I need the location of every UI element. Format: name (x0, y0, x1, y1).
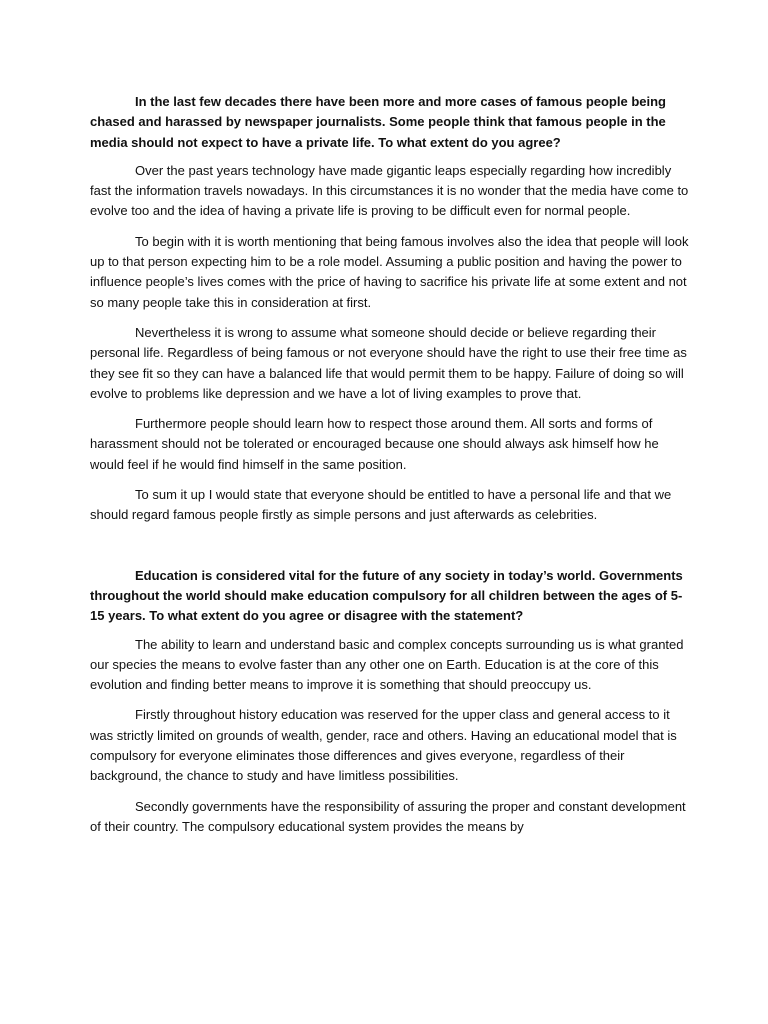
essay-1-paragraph-5: To sum it up I would state that everyone should be entitled to have a personal life and that we should regard famous people firstly as simple persons and just afterwards as celebrities. (90, 487, 672, 523)
essay-2-paragraph-3: Secondly governments have the responsibility of assuring the proper and constant development of their country. The compulsory educational system provides the means by (90, 798, 686, 834)
essay-1-paragraph-2: To begin with it is worth mentioning that being famous involves also the idea that people will look up to that person expecting him to be a role model. Assuming a public position and having the power to influence people’s lives comes with the price of having to sacrifice his private life at some extent and not so many people take this in consideration at first. (90, 233, 689, 310)
essay-1-paragraph-4: Furthermore people should learn how to respect those around them. All sorts and forms of harassment should not be tolerated or encouraged because one should always ask himself how he would feel if he would find himself in the same position. (90, 416, 659, 472)
essay-2-question: Education is considered vital for the future of any society in today’s world. Governments throughout the world should make education compulsory for all children between the ages of 5-15 years. To what extent do you agree or disagree with the statement? (90, 567, 683, 624)
essay-1-paragraph-1: Over the past years technology have made gigantic leaps especially regarding how incredibly fast the information travels nowadays. In this circumstances it is no wonder that the media have come to evolve too and the idea of having a private life is proving to be difficult even for normal people. (90, 162, 689, 219)
essay-2-paragraph-1: The ability to learn and understand basic and complex concepts surrounding us is what granted our species the means to evolve faster than any other one on Earth. Education is at the core of this evolution and finding better means to improve it is something that should preoccupy us. (90, 636, 684, 693)
section-spacer (90, 536, 690, 566)
essay-1-paragraph-3: Nevertheless it is wrong to assume what someone should decide or believe regarding their personal life. Regardless of being famous or not everyone should have the right to use their free time as they see fit so they can have a balanced life that would permit them to be happy. Failure of doing so will evolve to problems like depression and we have a lot of living examples to prove that. (90, 324, 687, 401)
document-body (90, 92, 690, 847)
essay-1-question: In the last few decades there have been more and more cases of famous people being chased and harassed by newspaper journalists. Some people think that famous people in the media should not expect to have a private life. To what extent do you agree? (90, 94, 666, 150)
essay-2-paragraph-2: Firstly throughout history education was reserved for the upper class and general access to it was strictly limited on grounds of wealth, gender, race and others. Having an educational model that is compulsory for everyone eliminates those differences and gives everyone, regardless of their background, the chance to study and have limitless possibilities. (90, 707, 677, 784)
